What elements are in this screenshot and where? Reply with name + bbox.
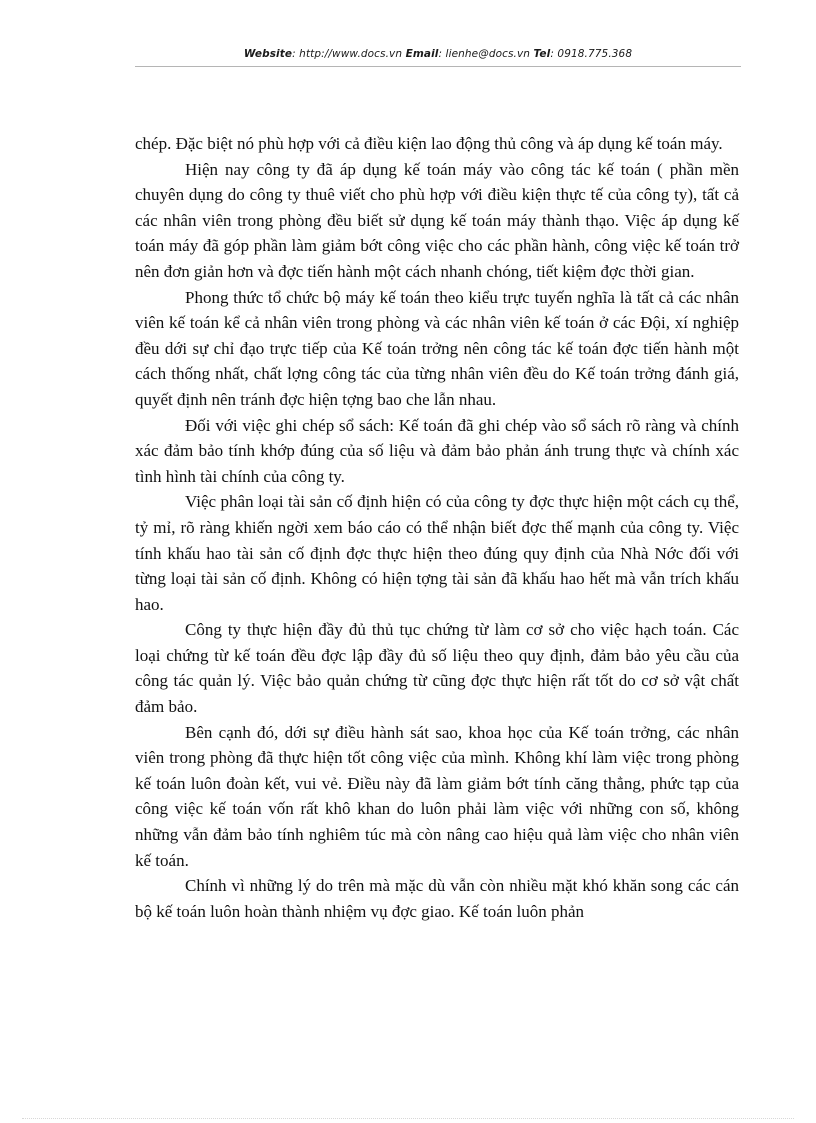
paragraph: Đối với việc ghi chép sổ sách: Kế toán đã ghi chép vào sổ sách rõ ràng và chính xác đảm bảo tính khớp đúng của số liệu và đảm bảo phản ánh trung thực và chính xác tình hình tài chính của công ty. bbox=[135, 415, 739, 486]
paragraph: Hiện nay công ty đã áp dụng kế toán máy vào công tác kế toán ( phần mền chuyên dụng do công ty thuê viết cho phù hợp với điều kiện thực tế của công ty), tất cả các nhân viên trong phòng đều biết sử dụng kế toán máy thành thạo. Việc áp dụng kế toán máy đã góp phần làm giảm bớt công việc cho các phần hành, công việc kế toán trở nên đơn giản hơn và đợc tiến hành một cách nhanh chóng, tiết kiệm đợc thời gian. bbox=[135, 159, 739, 281]
website-value: : http://www.docs.vn bbox=[292, 48, 403, 60]
paragraph: Công ty thực hiện đầy đủ thủ tục chứng từ làm cơ sở cho việc hạch toán. Các loại chứng từ kế toán đều đợc lập đầy đủ số liệu theo quy định, đảm bảo yêu cầu của công tác quản lý. Việc bảo quản chứng từ cũng đợc thực hiện rất tốt do cơ sở vật chất đảm bảo. bbox=[135, 620, 739, 717]
document-body bbox=[135, 131, 739, 924]
paragraph: Phong thức tổ chức bộ máy kế toán theo kiểu trực tuyến nghĩa là tất cả các nhân viên kế toán kể cả nhân viên trong phòng và các nhân viên kế toán ở các Đội, xí nghiệp đều dới sự chỉ đạo trực tiếp của Kế toán trởng nên công tác kế toán đợc tiến hành một cách thống nhất, chất lợng công tác của từng nhân viên đều do Kế toán trởng đánh giá, quyết định nên tránh đợc hiện tợng bao che lẫn nhau. bbox=[135, 287, 739, 409]
paragraph: Bên cạnh đó, dới sự điều hành sát sao, khoa học của Kế toán trởng, các nhân viên trong phòng đã thực hiện tốt công việc của mình. Không khí làm việc trong phòng kế toán luôn đoàn kết, vui vẻ. Điều này đã làm giảm bớt tính căng thẳng, phức tạp của công việc kế toán vốn rất khô khan do luôn phải làm việc với những con số, không những vẫn đảm bảo tính nghiêm túc mà còn nâng cao hiệu quả làm việc cho nhân viên kế toán. bbox=[135, 722, 739, 870]
footer-divider bbox=[22, 1118, 794, 1119]
paragraph: chép. Đặc biệt nó phù hợp với cả điều kiện lao động thủ công và áp dụng kế toán máy. bbox=[135, 134, 723, 153]
page-header bbox=[135, 48, 741, 64]
tel-value: : 0918.775.368 bbox=[550, 48, 633, 60]
header-divider bbox=[135, 66, 741, 67]
paragraph: Chính vì những lý do trên mà mặc dù vẫn còn nhiều mặt khó khăn song các cán bộ kế toán luôn hoàn thành nhiệm vụ đợc giao. Kế toán luôn phản bbox=[135, 876, 739, 921]
website-label: Website bbox=[243, 48, 293, 60]
paragraph: Việc phân loại tài sản cố định hiện có của công ty đợc thực hiện một cách cụ thể, tỷ mỉ, rõ ràng khiến ngời xem báo cáo có thể nhận biết đợc thế mạnh của công ty. Việc tính khấu hao tài sản cố định đợc thực hiện theo đúng quy định của Nhà Nớc đối với từng loại tài sản cố định. Không có hiện tợng tài sản đã khấu hao hết mà vẫn trích khấu hao. bbox=[135, 492, 739, 614]
email-label: Email bbox=[405, 48, 439, 60]
email-value: : lienhe@docs.vn bbox=[438, 48, 531, 60]
tel-label: Tel bbox=[533, 48, 551, 60]
